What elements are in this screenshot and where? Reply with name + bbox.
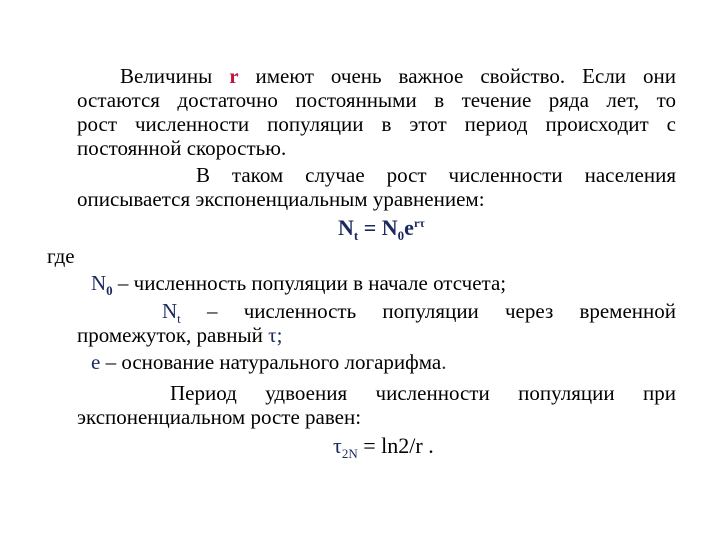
exponential-equation xyxy=(338,215,425,243)
eq-exponent: rτ xyxy=(413,216,425,230)
eq-lhs-sub: t xyxy=(353,228,359,243)
def-nt-symbol: N xyxy=(162,299,178,323)
eq2-tau: τ xyxy=(333,433,342,458)
def-nt-sub: t xyxy=(177,311,181,326)
def-nt-line2 xyxy=(77,323,282,347)
def-nt-line1 xyxy=(162,299,676,326)
p3-line2: экспоненциальном росте равен: xyxy=(77,405,362,429)
def-n0-symbol: N xyxy=(91,271,107,295)
eq-equals: = N xyxy=(358,215,398,240)
def-n0-sub: 0 xyxy=(106,283,113,298)
p1-line4: постоянной скоростью. xyxy=(77,136,287,160)
def-nt-text2: промежуток, равный xyxy=(77,323,269,347)
doubling-equation xyxy=(333,433,434,461)
p2-line2: описывается экспоненциальным уравнением: xyxy=(77,187,485,211)
p2-line1: В таком случае рост численности населения xyxy=(196,163,676,187)
semicolon: ; xyxy=(276,323,283,347)
def-n0 xyxy=(91,271,507,298)
p1-line1 xyxy=(120,64,676,88)
eq2-sub: 2N xyxy=(341,446,358,461)
eq-e: e xyxy=(404,215,414,240)
p1-line2: остаются достаточно постоянными в течение ряда лет, то xyxy=(77,88,676,112)
def-e-dot: . xyxy=(441,350,447,374)
p3-line1: Период удвоения численности популяции при xyxy=(170,381,676,405)
def-n0-text: – численность популяции в начале отсчета; xyxy=(112,271,507,295)
eq-rhs-sub: 0 xyxy=(397,228,405,243)
p1-line3: рост численности популяции в этот период происходит с xyxy=(77,112,676,136)
eq-lhs: N xyxy=(338,215,354,240)
def-e-text: – основание натурального логарифма xyxy=(100,350,442,374)
def-nt-text: – численность популяции через временной xyxy=(180,299,676,323)
variable-r: r xyxy=(229,64,239,88)
eq2-rhs: = ln2/r . xyxy=(357,433,434,458)
def-e xyxy=(91,350,446,374)
where-label: где xyxy=(47,244,75,268)
text: имеют очень важное свойство. Если они xyxy=(238,64,676,88)
tau-symbol: τ xyxy=(268,323,277,347)
text: Величины xyxy=(120,64,230,88)
def-e-symbol: е xyxy=(91,350,101,374)
